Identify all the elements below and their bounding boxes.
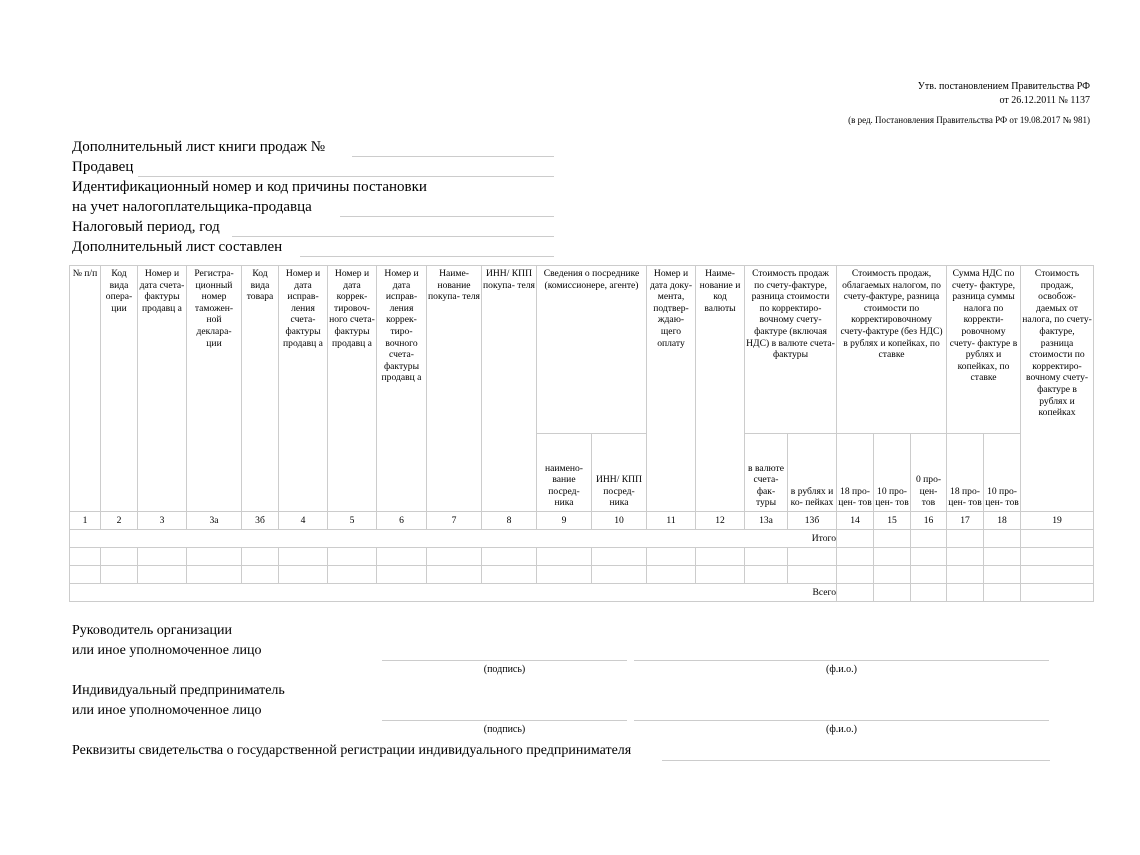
table-cell[interactable] bbox=[537, 566, 592, 584]
column-number: 17 bbox=[947, 512, 984, 530]
column-number: 12 bbox=[696, 512, 745, 530]
table-cell[interactable] bbox=[745, 548, 788, 566]
col-header-13: Стоимость продаж по счету-фактуре, разница стоимости по корректиро- вочному счету- фактуре (включая НДС) в валюте счета-фактуры bbox=[745, 266, 837, 434]
col-header-13a: в валюте счета- фак- туры bbox=[745, 434, 788, 512]
ip-name-field[interactable] bbox=[634, 720, 1049, 721]
table-cell[interactable] bbox=[874, 566, 911, 584]
column-number: 16 bbox=[911, 512, 947, 530]
column-number: 19 bbox=[1021, 512, 1094, 530]
head-name-caption: (ф.и.о.) bbox=[826, 664, 857, 675]
vsego-cell-15[interactable] bbox=[874, 584, 911, 602]
table-cell[interactable] bbox=[482, 548, 537, 566]
col-header-18: 10 про- цен- тов bbox=[984, 434, 1021, 512]
approval-note: (в ред. Постановления Правительства РФ от 19.08.2017 № 981) bbox=[848, 115, 1090, 125]
itogo-cell-18[interactable] bbox=[984, 530, 1021, 548]
col-header-14: 18 про- цен- тов bbox=[837, 434, 874, 512]
table-cell[interactable] bbox=[837, 548, 874, 566]
table-cell[interactable] bbox=[70, 566, 101, 584]
inn-kpp-label-1: Идентификационный номер и код причины постановки bbox=[72, 179, 427, 195]
table-cell[interactable] bbox=[788, 566, 837, 584]
vsego-cell-18[interactable] bbox=[984, 584, 1021, 602]
vsego-cell-17[interactable] bbox=[947, 584, 984, 602]
column-numbers-row bbox=[70, 512, 1094, 530]
col-header-7: Наиме- нование покупа- теля bbox=[427, 266, 482, 512]
column-number: 11 bbox=[647, 512, 696, 530]
certificate-label: Реквизиты свидетельства о государственной регистрации индивидуального предпринимателя bbox=[72, 743, 632, 758]
table-cell[interactable] bbox=[947, 548, 984, 566]
head-signature-field[interactable] bbox=[382, 660, 627, 661]
table-cell[interactable] bbox=[328, 548, 377, 566]
ip-label-2: или иное уполномоченное лицо bbox=[72, 703, 262, 718]
table-cell[interactable] bbox=[427, 566, 482, 584]
col-header-9-10: Сведения о посреднике (комиссионере, агенте) bbox=[537, 266, 647, 434]
sheet-title: Дополнительный лист книги продаж № bbox=[72, 139, 326, 155]
column-number: 3 bbox=[138, 512, 187, 530]
table-cell[interactable] bbox=[837, 566, 874, 584]
table-cell[interactable] bbox=[1021, 566, 1094, 584]
vsego-cell-19[interactable] bbox=[1021, 584, 1094, 602]
table-cell[interactable] bbox=[242, 566, 279, 584]
head-label-1: Руководитель организации bbox=[72, 623, 232, 638]
inn-kpp-label-2: на учет налогоплательщика-продавца bbox=[72, 199, 312, 215]
column-number: 18 bbox=[984, 512, 1021, 530]
table-cell[interactable] bbox=[328, 566, 377, 584]
vsego-cell-16[interactable] bbox=[911, 584, 947, 602]
col-header-1: № п/п bbox=[70, 266, 101, 512]
table-cell[interactable] bbox=[788, 548, 837, 566]
table-cell[interactable] bbox=[874, 548, 911, 566]
table-cell[interactable] bbox=[70, 548, 101, 566]
col-header-3: Номер и дата счета- фактуры продавц а bbox=[138, 266, 187, 512]
table-cell[interactable] bbox=[984, 548, 1021, 566]
table-cell[interactable] bbox=[647, 566, 696, 584]
sheet-number-field[interactable] bbox=[352, 156, 554, 157]
col-header-13b: в рублях и ко- пейках bbox=[788, 434, 837, 512]
certificate-field[interactable] bbox=[662, 760, 1050, 761]
col-header-5: Номер и дата коррек- тировоч- ного счета- фактуры продавц а bbox=[328, 266, 377, 512]
col-header-17: 18 про- цен- тов bbox=[947, 434, 984, 512]
ip-label-1: Индивидуальный предприниматель bbox=[72, 683, 285, 698]
column-number: 6 bbox=[377, 512, 427, 530]
col-header-3a: Регистра- ционный номер таможен- ной деклара- ции bbox=[187, 266, 242, 512]
table-cell[interactable] bbox=[911, 548, 947, 566]
itogo-cell-19[interactable] bbox=[1021, 530, 1094, 548]
table-cell[interactable] bbox=[138, 566, 187, 584]
head-signature-caption: (подпись) bbox=[483, 664, 526, 675]
column-number: 8 bbox=[482, 512, 537, 530]
column-number: 10 bbox=[592, 512, 647, 530]
table-cell[interactable] bbox=[592, 548, 647, 566]
ip-signature-caption: (подпись) bbox=[483, 724, 526, 735]
itogo-cell-17[interactable] bbox=[947, 530, 984, 548]
table-cell[interactable] bbox=[279, 566, 328, 584]
column-number: 4 bbox=[279, 512, 328, 530]
column-number: 7 bbox=[427, 512, 482, 530]
column-number: 5 bbox=[328, 512, 377, 530]
col-header-14-16: Стоимость продаж, облагаемых налогом, по счету-фактуре, разница стоимости по корректировочному счету-фактуре (без НДС) в рублях и копейках, по ставке bbox=[837, 266, 947, 434]
col-header-9: наимено- вание посред- ника bbox=[537, 434, 592, 512]
seller-label: Продавец bbox=[72, 159, 134, 175]
column-number: 1 bbox=[70, 512, 101, 530]
column-number: 13а bbox=[745, 512, 788, 530]
column-number: 14 bbox=[837, 512, 874, 530]
sales-book-table bbox=[69, 265, 1094, 602]
column-number: 3б bbox=[242, 512, 279, 530]
col-header-11: Номер и дата доку- мента, подтвер- ждаю- щего оплату bbox=[647, 266, 696, 512]
approval-line-2: от 26.12.2011 № 1137 bbox=[999, 95, 1090, 106]
table-cell[interactable] bbox=[696, 548, 745, 566]
head-label-2: или иное уполномоченное лицо bbox=[72, 643, 262, 658]
table-cell[interactable] bbox=[1021, 548, 1094, 566]
column-number: 9 bbox=[537, 512, 592, 530]
column-number: 3а bbox=[187, 512, 242, 530]
table-cell[interactable] bbox=[138, 548, 187, 566]
vsego-label: Всего bbox=[70, 584, 837, 602]
table-cell[interactable] bbox=[101, 566, 138, 584]
column-number: 2 bbox=[101, 512, 138, 530]
table-cell[interactable] bbox=[911, 566, 947, 584]
table-cell[interactable] bbox=[279, 548, 328, 566]
period-label: Налоговый период, год bbox=[72, 219, 220, 235]
col-header-4: Номер и дата исправ- ления счета- фактуры продавц а bbox=[279, 266, 328, 512]
column-number: 13б bbox=[788, 512, 837, 530]
table-cell[interactable] bbox=[187, 548, 242, 566]
col-header-19: Стоимость продаж, освобож- даемых от налога, по счету- фактуре, разница стоимости по корректиро- вочному счету- фактуре в рублях и копейках bbox=[1021, 266, 1094, 512]
table-cell[interactable] bbox=[537, 548, 592, 566]
table-row bbox=[70, 566, 1094, 584]
col-header-17-18: Сумма НДС по счету- фактуре, разница суммы налога по корректи- ровочному счету- фактуре в рублях и копейках, по ставке bbox=[947, 266, 1021, 434]
column-number: 15 bbox=[874, 512, 911, 530]
table-cell[interactable] bbox=[482, 566, 537, 584]
table-cell[interactable] bbox=[592, 566, 647, 584]
table-cell[interactable] bbox=[377, 566, 427, 584]
col-header-16: 0 про- цен- тов bbox=[911, 434, 947, 512]
ip-name-caption: (ф.и.о.) bbox=[826, 724, 857, 735]
col-header-10: ИНН/ КПП посред- ника bbox=[592, 434, 647, 512]
itogo-row bbox=[70, 530, 1094, 548]
vsego-cell-14[interactable] bbox=[837, 584, 874, 602]
col-header-15: 10 про- цен- тов bbox=[874, 434, 911, 512]
col-header-2: Код вида опера- ции bbox=[101, 266, 138, 512]
head-name-field[interactable] bbox=[634, 660, 1049, 661]
itogo-label: Итого bbox=[70, 530, 837, 548]
compiled-field[interactable] bbox=[300, 256, 554, 257]
table-cell[interactable] bbox=[984, 566, 1021, 584]
vsego-row bbox=[70, 584, 1094, 602]
col-header-12: Наиме- нование и код валюты bbox=[696, 266, 745, 512]
table-cell[interactable] bbox=[696, 566, 745, 584]
table-cell[interactable] bbox=[427, 548, 482, 566]
table-cell[interactable] bbox=[947, 566, 984, 584]
itogo-cell-14[interactable] bbox=[837, 530, 874, 548]
itogo-cell-16[interactable] bbox=[911, 530, 947, 548]
compiled-label: Дополнительный лист составлен bbox=[72, 239, 283, 255]
ip-signature-field[interactable] bbox=[382, 720, 627, 721]
table-row bbox=[70, 548, 1094, 566]
table-cell[interactable] bbox=[101, 548, 138, 566]
col-header-6: Номер и дата исправ- ления коррек- тиро- вочного счета- фактуры продавц а bbox=[377, 266, 427, 512]
col-header-3b: Код вида товара bbox=[242, 266, 279, 512]
approval-line-1: Утв. постановлением Правительства РФ bbox=[917, 81, 1090, 92]
inn-kpp-field[interactable] bbox=[340, 216, 554, 217]
itogo-cell-15[interactable] bbox=[874, 530, 911, 548]
table-cell[interactable] bbox=[377, 548, 427, 566]
table-cell[interactable] bbox=[242, 548, 279, 566]
table-cell[interactable] bbox=[745, 566, 788, 584]
table-cell[interactable] bbox=[187, 566, 242, 584]
table-cell[interactable] bbox=[647, 548, 696, 566]
col-header-8: ИНН/ КПП покупа- теля bbox=[482, 266, 537, 512]
